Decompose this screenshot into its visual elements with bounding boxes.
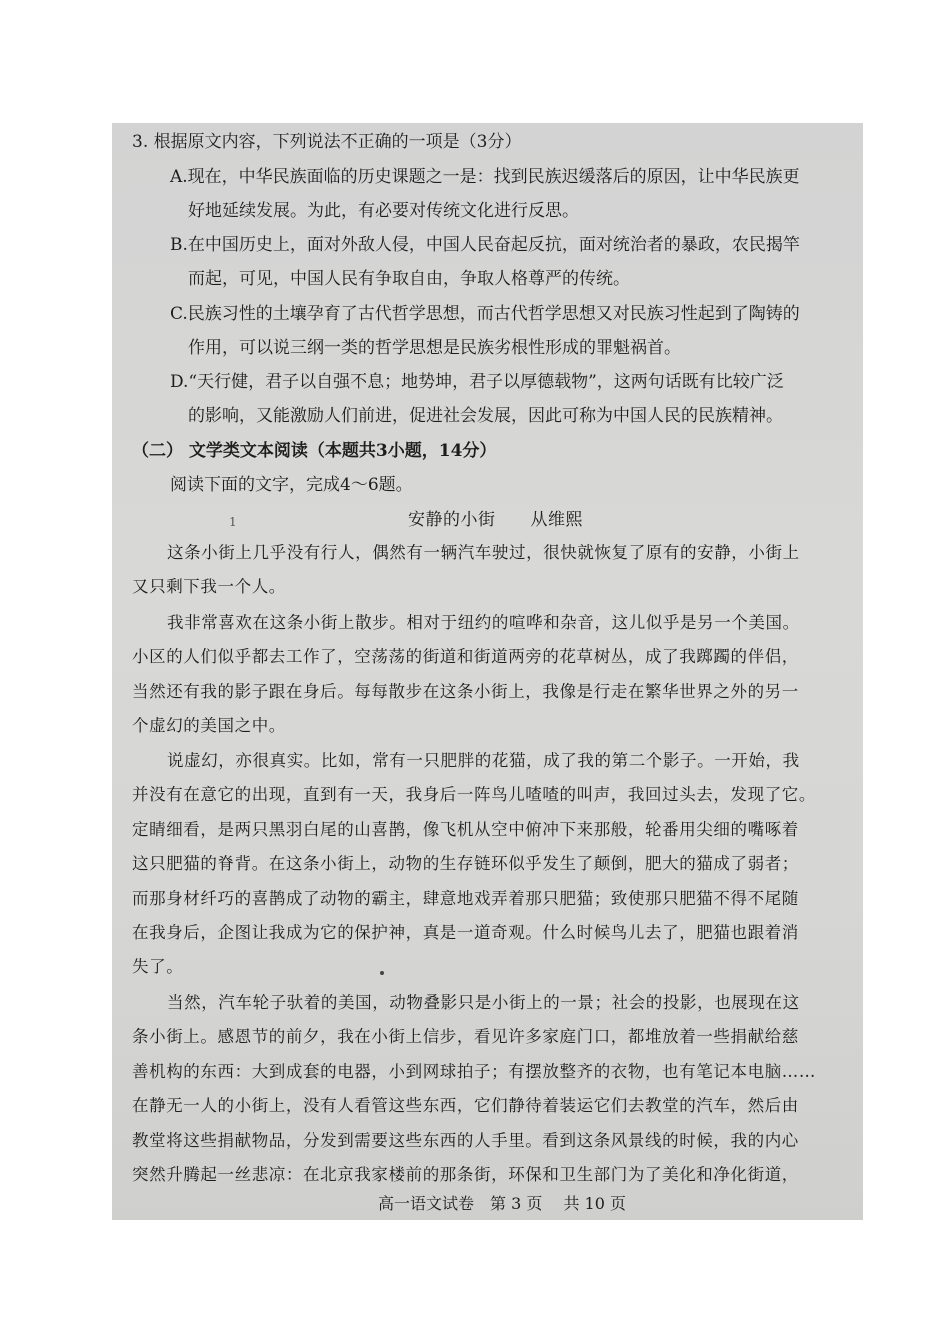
page-footer: 高一语文试卷 第 3 页 共 10 页 xyxy=(378,1194,626,1213)
ink-dot xyxy=(380,971,384,975)
passage-line: 这只肥猫的脊背。在这条小街上，动物的生存链环似乎发生了颠倒，肥大的猫成了弱者； xyxy=(132,854,799,873)
option-c-line-2: 作用，可以说三纲一类的哲学思想是民族劣根性形成的罪魁祸首。 xyxy=(188,338,681,358)
option-a-line-1: A.现在，中华民族面临的历史课题之一是：找到民族迟缓落后的原因，让中华民族更 xyxy=(170,167,800,187)
passage-line: 而那身材纤巧的喜鹊成了动物的霸主，肆意地戏弄着那只肥猫；致使那只肥猫不得不尾随 xyxy=(132,889,799,908)
passage-line: 并没有在意它的出现，直到有一天，我身后一阵鸟儿喳喳的叫声，我回过头去，发现了它。 xyxy=(132,785,816,804)
passage-line: 当然，汽车轮子驮着的美国，动物叠影只是小街上的一景；社会的投影，也展现在这 xyxy=(167,993,800,1012)
passage-line: 小区的人们似乎都去工作了，空荡荡的街道和街道两旁的花草树丛，成了我踯躅的伴侣， xyxy=(132,647,799,666)
passage-line: 个虚幻的美国之中。 xyxy=(132,716,286,735)
section-2-heading: （二） 文学类文本阅读（本题共3小题，14分） xyxy=(132,441,497,461)
passage-line: 善机构的东西：大到成套的电器，小到网球拍子；有摆放整齐的衣物，也有笔记本电脑…… xyxy=(132,1062,816,1081)
section-2-instruction: 阅读下面的文字，完成4～6题。 xyxy=(170,475,413,495)
passage-line: 这条小街上几乎没有行人，偶然有一辆汽车驶过，很快就恢复了原有的安静，小街上 xyxy=(167,543,800,562)
passage-line: 突然升腾起一丝悲凉：在北京我家楼前的那条街，环保和卫生部门为了美化和净化街道， xyxy=(132,1165,799,1184)
option-b-line-2: 而起，可见，中国人民有争取自由，争取人格尊严的传统。 xyxy=(188,269,630,289)
passage-title: 安静的小街 从维熙 xyxy=(408,510,583,530)
passage-line: 教堂将这些捐献物品，分发到需要这些东西的人手里。看到这条风景线的时候，我的内心 xyxy=(132,1131,799,1150)
option-a-line-2: 好地延续发展。为此，有必要对传统文化进行反思。 xyxy=(188,201,579,221)
option-c-line-1: C.民族习性的土壤孕育了古代哲学思想，而古代哲学思想又对民族习性起到了陶铸的 xyxy=(170,304,800,324)
passage-line: 说虚幻，亦很真实。比如，常有一只肥胖的花猫，成了我的第二个影子。一开始，我 xyxy=(167,751,800,770)
scanned-exam-page xyxy=(112,123,863,1220)
passage-line: 当然还有我的影子跟在身后。每每散步在这条小街上，我像是行走在繁华世界之外的另一 xyxy=(132,682,799,701)
passage-line: 我非常喜欢在这条小街上散步。相对于纽约的喧哗和杂音，这儿似乎是另一个美国。 xyxy=(167,613,800,632)
passage-line: 在静无一人的小街上，没有人看管这些东西，它们静待着装运它们去教堂的汽车，然后由 xyxy=(132,1096,799,1115)
question-3-stem: 3. 根据原文内容，下列说法不正确的一项是（3分） xyxy=(132,132,522,152)
passage-line: 定睛细看，是两只黑羽白尾的山喜鹊，像飞机从空中俯冲下来那般，轮番用尖细的嘴啄着 xyxy=(132,820,799,839)
passage-line: 失了。 xyxy=(132,957,184,976)
passage-line: 条小街上。感恩节的前夕，我在小街上信步，看见许多家庭门口，都堆放着一些捐献给慈 xyxy=(132,1027,799,1046)
option-d-line-1: D.“天行健，君子以自强不息；地势坤，君子以厚德载物”，这两句话既有比较广泛 xyxy=(170,372,784,392)
passage-line: 在我身后，企图让我成为它的保护神，真是一道奇观。什么时候鸟儿去了，肥猫也跟着消 xyxy=(132,923,799,942)
option-b-line-1: B.在中国历史上，面对外敌人侵，中国人民奋起反抗，面对统治者的暴政，农民揭竿 xyxy=(170,235,800,255)
stray-mark: 1 xyxy=(229,515,237,529)
option-d-line-2: 的影响，又能激励人们前进，促进社会发展，因此可称为中国人民的民族精神。 xyxy=(188,406,783,426)
passage-line: 又只剩下我一个人。 xyxy=(132,577,286,596)
